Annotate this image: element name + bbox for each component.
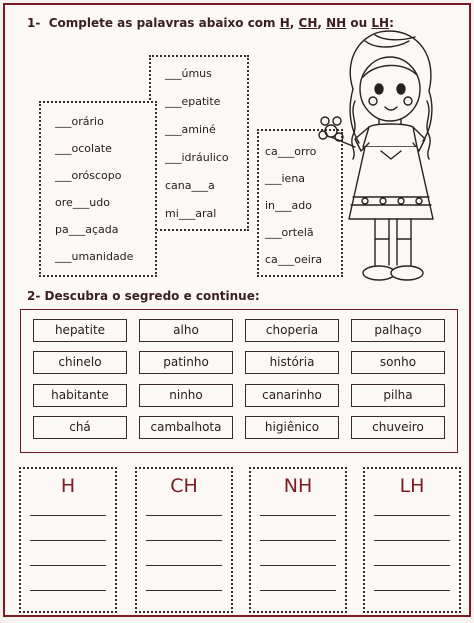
answer-line[interactable] [374, 590, 450, 591]
question-2-title [27, 289, 260, 303]
column-heading: CH [170, 475, 198, 497]
word-blank: ca___oeira [265, 253, 323, 266]
answer-line[interactable] [260, 540, 336, 541]
girl-illustration [305, 19, 465, 289]
grid-word: patinho [139, 351, 233, 374]
answer-line[interactable] [374, 540, 450, 541]
grid-word: chuveiro [351, 416, 445, 439]
column-heading: H [60, 475, 76, 497]
answer-line[interactable] [260, 565, 336, 566]
grid-word: palhaço [351, 319, 445, 342]
grid-word: pilha [351, 384, 445, 407]
column-heading: NH [283, 475, 313, 497]
answer-column-lh [363, 467, 461, 613]
answer-line[interactable] [374, 515, 450, 516]
word-blank: ___iena [265, 172, 306, 185]
question-2-text: Descubra o segredo e continue: [44, 289, 260, 303]
answer-line[interactable] [146, 590, 222, 591]
answer-line[interactable] [146, 515, 222, 516]
word-blank: cana___a [165, 179, 215, 192]
grid-word: ninho [139, 384, 233, 407]
column-heading: LH [399, 475, 425, 497]
grid-word: chinelo [33, 351, 127, 374]
letter-lh: LH [371, 16, 390, 30]
grid-word: cambalhota [139, 416, 233, 439]
answer-line[interactable] [30, 590, 106, 591]
answer-line[interactable] [146, 565, 222, 566]
grid-word: habitante [33, 384, 127, 407]
word-box-2 [149, 55, 249, 231]
separator: , [317, 16, 327, 30]
answer-line[interactable] [260, 590, 336, 591]
grid-word: história [245, 351, 339, 374]
letter-ch: CH [298, 16, 318, 30]
letter-h: H [279, 16, 290, 30]
word-blank: ___orário [55, 115, 104, 128]
separator: ou [346, 16, 372, 30]
answer-line[interactable] [260, 515, 336, 516]
grid-word: higiênico [245, 416, 339, 439]
letter-nh: NH [326, 16, 347, 30]
word-blank: ___umanidade [55, 250, 134, 263]
answer-line[interactable] [30, 540, 106, 541]
grid-word: hepatite [33, 319, 127, 342]
answer-line[interactable] [374, 565, 450, 566]
word-blank: ___idráulico [165, 151, 229, 164]
question-1-text: Complete as palavras abaixo com [48, 16, 280, 30]
word-blank: ___aminé [165, 123, 216, 136]
word-blank: mi___aral [165, 207, 217, 220]
word-grid [20, 309, 458, 453]
grid-word: choperia [245, 319, 339, 342]
separator: , [289, 16, 299, 30]
answer-line[interactable] [30, 515, 106, 516]
word-blank: ___ortelã [265, 226, 314, 239]
answer-line[interactable] [146, 540, 222, 541]
word-blank: ore___udo [55, 196, 110, 209]
word-blank: ___úmus [165, 67, 212, 80]
word-blank: in___ado [265, 199, 312, 212]
word-blank: ca___orro [265, 145, 317, 158]
worksheet-page [3, 3, 471, 617]
grid-word: chá [33, 416, 127, 439]
question-1-number: 1- [27, 16, 41, 30]
answer-line[interactable] [30, 565, 106, 566]
grid-word: alho [139, 319, 233, 342]
word-box-1 [39, 101, 157, 277]
word-blank: pa___açada [55, 223, 119, 236]
answer-column-ch [135, 467, 233, 613]
word-blank: ___epatite [165, 95, 221, 108]
grid-word: canarinho [245, 384, 339, 407]
question-2-number: 2- [27, 289, 41, 303]
colon: : [389, 16, 394, 30]
answer-column-nh [249, 467, 347, 613]
grid-word: sonho [351, 351, 445, 374]
word-blank: ___oróscopo [55, 169, 122, 182]
answer-column-h [19, 467, 117, 613]
word-blank: ___ocolate [55, 142, 112, 155]
